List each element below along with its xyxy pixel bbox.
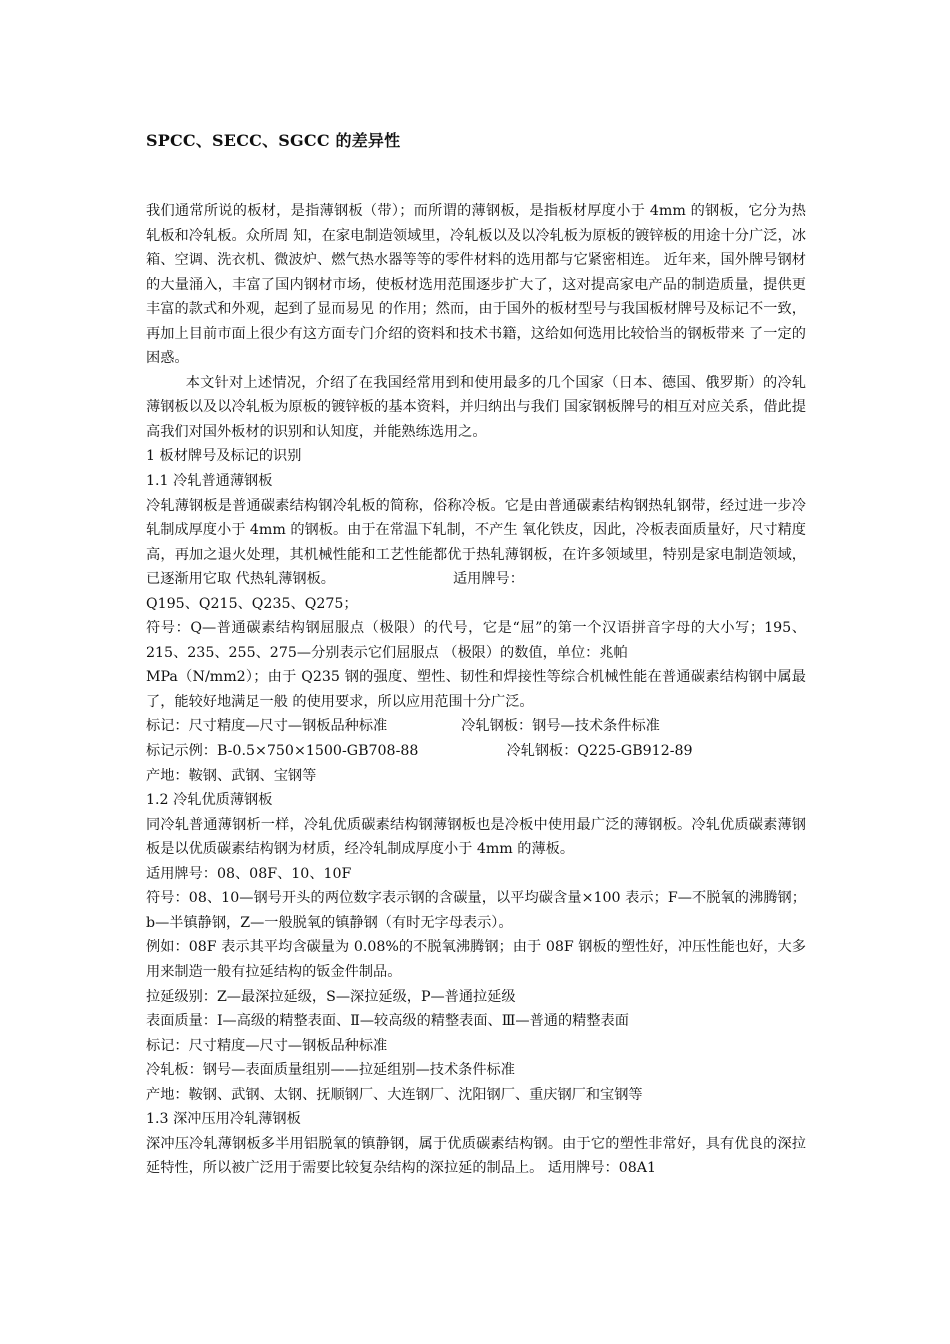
- section-1-1-paragraph: [146, 494, 806, 592]
- section-1-2-heading: 1.2 冷轧优质薄钢板: [146, 792, 273, 809]
- section-1-heading: 1 板材牌号及标记的识别: [146, 448, 302, 465]
- intro-paragraph-2: 本文针对上述情况，介绍了在我国经常用到和使用最多的几个国家（日本、德国、俄罗斯）的冷轧薄钢板以及以冷轧板为原板的镀锌板的基本资料，并归纳出与我们 国家钢板牌号的相互对应关系，借此提高我们对国外板材的识别和认知度，并能熟练选用之。: [146, 374, 806, 440]
- section-1-3-paragraph: 深冲压冷轧薄钢板多半用铝脱氧的镇静钢，属于优质碳素结构钢。由于它的塑性非常好，具有优良的深拉延特性，所以被广泛用于需要比较复杂结构的深拉延的制品上。 适用牌号：08A1: [146, 1135, 806, 1177]
- section-1-1-text: 冷轧薄钢板是普通碳素结构钢冷轧板的简称，俗称冷板。它是由普通碳素结构钢热轧钢带，经过进一步冷轧制成厚度小于 4mm 的钢板。由于在常温下轧制，不产生 氧化铁皮，因此，冷板表面质量好，尺寸精度高，再加之退火处理，其机械性能和工艺性能都优于热轧薄钢板，在许多领域里，特别是家电制造领域，已逐渐用它取 代热轧薄钢板。: [146, 497, 806, 588]
- section-1-2-grades: 适用牌号：08、08F、10、10F: [146, 865, 352, 882]
- section-1-2-mark: 标记：尺寸精度—尺寸—钢板品种标准: [146, 1037, 388, 1054]
- section-1-2-symbol: 符号：08、10—钢号开头的两位数字表示钢的含碳量，以平均碳含量×100 表示；F—不脱氧的沸腾钢；b—半镇静钢，Z—一般脱氧的镇静钢（有时无字母表示）。: [146, 890, 806, 931]
- section-1-1-symbol-unit: MPa（N/mm2）；由于 Q235 钢的强度、塑性、韧性和焊接性等综合机械性能在普通碳素结构钢中属最了，能较好地满足一般 的使用要求，所以应用范围十分广泛。: [146, 669, 806, 710]
- section-1-1-example: [146, 739, 806, 764]
- section-1-3-heading: 1.3 深冲压用冷轧薄钢板: [146, 1111, 301, 1128]
- document-body: [146, 199, 806, 1181]
- section-1-1-symbol: 符号：Q—普通碳素结构钢屈服点（极限）的代号，它是“屈”的第一个汉语拼音字母的大小写；195、215、235、255、275—分别表示它们屈服点 （极限）的数值，单位：兆帕: [146, 620, 806, 661]
- section-1-1-origin: 产地：鞍钢、武钢、宝钢等: [146, 767, 317, 784]
- example-left: 标记示例：B-0.5×750×1500-GB708-88: [146, 743, 419, 760]
- section-1-2-surface: 表面质量：Ⅰ—高级的精整表面、Ⅱ—较高级的精整表面、Ⅲ—普通的精整表面: [146, 1013, 629, 1030]
- section-1-2-example: 例如：08F 表示其平均含碳量为 0.08%的不脱氧沸腾钢；由于 08F 钢板的塑性好，冲压性能也好，大多用来制造一般有拉延结构的钣金件制品。: [146, 939, 806, 980]
- grades-label: 适用牌号：: [452, 571, 524, 588]
- section-1-2-draw-grade: 拉延级别：Z—最深拉延级，S—深拉延级，P—普通拉延级: [146, 988, 516, 1005]
- section-1-2-paragraph: 同冷轧普通薄钢析一样，冷轧优质碳素结构钢薄钢板也是冷板中使用最广泛的薄钢板。冷轧优质碳素薄钢板是以优质碳素结构钢为材质，经冷轧制成厚度小于 4mm 的薄板。: [146, 816, 806, 858]
- example-right: 冷轧钢板：Q225-GB912-89: [506, 743, 693, 760]
- mark-left: 标记：尺寸精度—尺寸—钢板品种标准: [146, 718, 388, 735]
- section-1-2-cold-plate: 冷轧板：钢号—表面质量组别——拉延组别—技术条件标准: [146, 1062, 515, 1079]
- section-1-2-origin: 产地：鞍钢、武钢、太钢、抚顺钢厂、大连钢厂、沈阳钢厂、重庆钢厂和宝钢等: [146, 1086, 643, 1103]
- section-1-1-mark: [146, 714, 806, 739]
- mark-right: 冷轧钢板：钢号—技术条件标准: [461, 718, 660, 735]
- document-title: SPCC、SECC、SGCC 的差异性: [146, 131, 401, 150]
- section-1-1-heading: 1.1 冷轧普通薄钢板: [146, 473, 273, 490]
- section-1-1-grades: Q195、Q215、Q235、Q275；: [146, 595, 358, 612]
- intro-paragraph-1: 我们通常所说的板材，是指薄钢板（带）；而所谓的薄钢板，是指板材厚度小于 4mm 的钢板，它分为热轧板和冷轧板。众所周 知，在家电制造领域里，冷轧板以及以冷轧板为原板的镀锌板的用途十分广泛，冰箱、空调、洗衣机、微波炉、燃气热水器等等的零件材料的选用都与它紧密相连。 近年来，国外牌号钢材的大量涌入，丰富了国内钢材市场，使板材选用范围逐步扩大了，这对提高家电产品的制造质量，提供更丰富的款式和外观，起到了显而易见 的作用；然而，由于国外的板材型号与我国板材牌号及标记不一致，再加上目前市面上很少有这方面专门介绍的资料和技术书籍，这给如何选用比较恰当的钢板带来 了一定的困惑。: [146, 203, 806, 367]
